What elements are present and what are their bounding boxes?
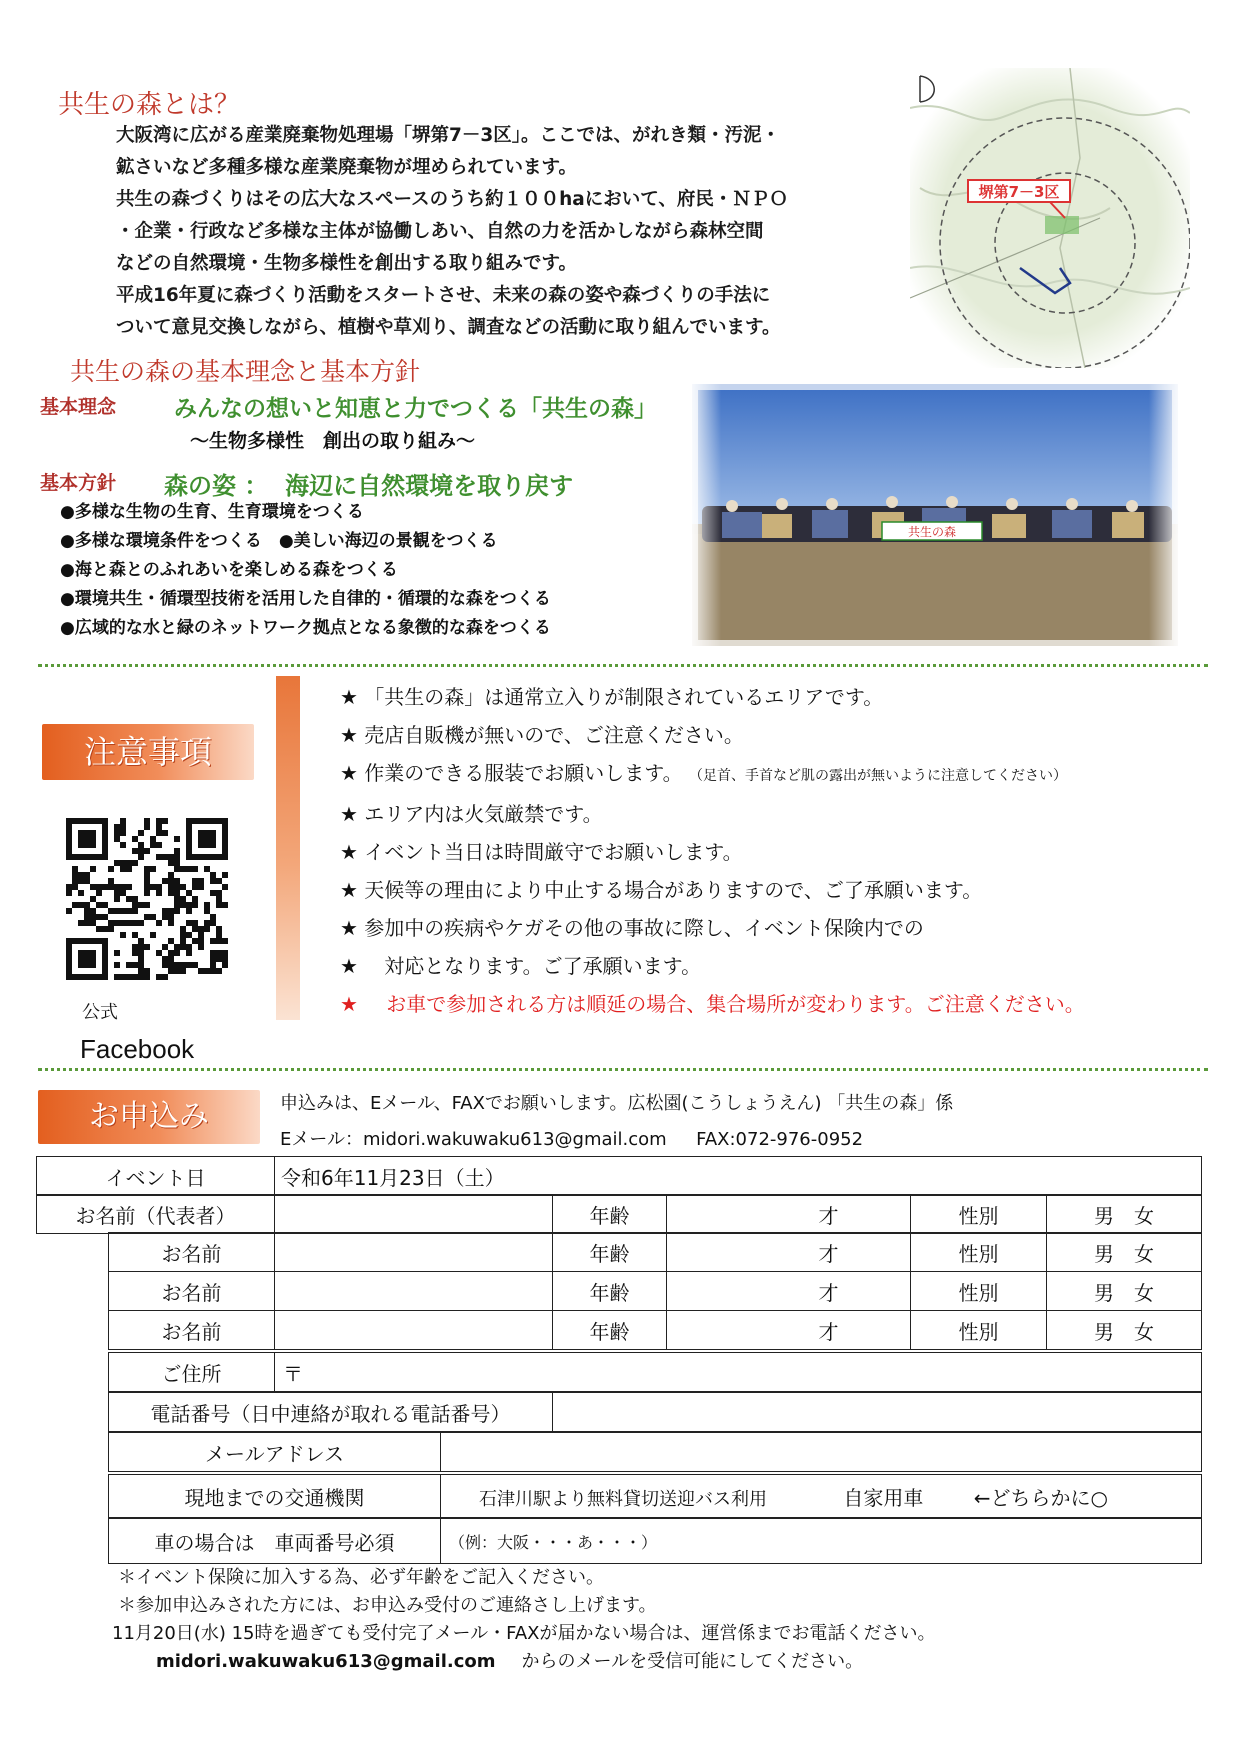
notice-alert-text: お車で参加される方は順延の場合、集合場所が変わります。ご注意ください。	[386, 992, 1085, 1016]
transport-label: 現地までの交通機関	[109, 1475, 441, 1518]
participant-row	[109, 1272, 1202, 1311]
participant-table	[108, 1232, 1202, 1350]
footnote: 11月20日(水) 15時を過ぎても受付完了メール・FAXが届かない場合は、運営係までお電話ください。	[112, 1623, 936, 1644]
email-input[interactable]	[441, 1433, 1202, 1472]
intro-line: 鉱さいなど多種多様な産業廃棄物が埋められています。	[116, 157, 578, 178]
name-input[interactable]	[275, 1311, 553, 1350]
transport-note: ←どちらかに○	[973, 1485, 1108, 1510]
transport-option-bus[interactable]: 石津川駅より無料貸切送迎バス利用	[479, 1488, 767, 1510]
intro-title: 共生の森とは？	[58, 90, 241, 120]
sex-options[interactable]: 男 女	[1047, 1272, 1202, 1311]
sex-options[interactable]: 男 女	[1047, 1233, 1202, 1272]
notice-item: ★ エリア内は火気厳禁です。	[340, 802, 603, 826]
sex-label: 性別	[911, 1233, 1047, 1272]
application-instructions: 申込みは、Eメール、FAXでお願いします。広松園(こうしょうえん) 「共生の森」係	[280, 1093, 954, 1114]
name-label: お名前	[109, 1311, 275, 1350]
intro-line: ・企業・行政など多様な主体が協働しあい、自然の力を活かしながら森林空間	[116, 221, 764, 242]
footnote: ＊イベント保険に加入する為、必ず年齢をご記入ください。	[118, 1567, 604, 1588]
rinen-label: 基本理念	[40, 396, 117, 418]
intro-line: ついて意見交換しながら、植樹や草刈り、調査などの活動に取り組んでいます。	[116, 317, 781, 338]
rep-name-label: お名前（代表者）	[37, 1195, 275, 1234]
age-label: 年齢	[553, 1233, 667, 1272]
event-date-value: 令和6年11月23日（土）	[275, 1157, 1202, 1196]
event-date-row	[36, 1156, 1202, 1196]
section-divider	[38, 1068, 1208, 1071]
transport-row	[108, 1474, 1202, 1518]
notice-item-alert	[340, 985, 1085, 1023]
age-unit: 才	[818, 1280, 839, 1305]
intro-line: などの自然環境・生物多様性を創出する取り組みです。	[116, 253, 578, 274]
phone-label: 電話番号（日中連絡が取れる電話番号）	[109, 1393, 553, 1432]
email-label: メールアドレス	[109, 1433, 441, 1472]
notice-item	[340, 754, 1085, 795]
sex-label: 性別	[911, 1311, 1047, 1350]
intro-line: 大阪湾に広がる産業廃棄物処理場「堺第7－3区」。ここでは、がれき類・汚泥・	[116, 125, 780, 146]
notice-item: ★ 参加中の疾病やケガその他の事故に際し、イベント保険内での	[340, 916, 924, 940]
qr-caption-facebook: Facebook	[80, 1034, 195, 1064]
age-input[interactable]	[667, 1311, 911, 1350]
event-date-label: イベント日	[37, 1157, 275, 1196]
intro-text	[116, 120, 896, 344]
policy-item: ●海と森とのふれあいを楽しめる森をつくる	[60, 560, 398, 580]
age-unit: 才	[818, 1203, 839, 1228]
notice-accent-bar	[276, 676, 300, 1020]
name-label: お名前	[109, 1233, 275, 1272]
rinen-sub: ～生物多様性 創出の取り組み～	[190, 430, 476, 452]
notice-item: ★ 売店自販機が無いので、ご注意ください。	[340, 723, 744, 747]
section-divider	[38, 664, 1208, 667]
address-row	[108, 1352, 1202, 1392]
group-photo	[692, 384, 1178, 646]
car-number-input[interactable]: （例：大阪・・・あ・・・）	[441, 1519, 1202, 1564]
age-label: 年齢	[553, 1272, 667, 1311]
notice-label	[42, 724, 254, 780]
representative-row	[36, 1194, 1202, 1234]
age-unit: 才	[818, 1319, 839, 1344]
address-input[interactable]: 〒	[275, 1353, 1202, 1392]
age-label: 年齢	[553, 1311, 667, 1350]
notice-item-note: （足首、手首など肌の露出が無いように注意してください）	[689, 768, 1068, 784]
age-input[interactable]	[667, 1195, 911, 1234]
rep-name-input[interactable]	[275, 1195, 553, 1234]
notice-item: ★ イベント当日は時間厳守でお願いします。	[340, 840, 743, 864]
map-label: 堺第7－3区	[978, 183, 1060, 201]
intro-line: 平成16年夏に森づくり活動をスタートさせ、未来の森の姿や森づくりの手法に	[116, 285, 771, 306]
rinen-text: みんなの想いと知恵と力でつくる「共生の森」	[174, 396, 657, 422]
name-label: お名前	[109, 1272, 275, 1311]
sex-label: 性別	[911, 1195, 1047, 1234]
email-row	[108, 1432, 1202, 1472]
phone-row	[108, 1392, 1202, 1432]
policy-item: ●広域的な水と緑のネットワーク拠点となる象徴的な森をつくる	[60, 618, 551, 638]
application-label-text: お申込み	[89, 1099, 209, 1134]
phone-input[interactable]	[553, 1393, 1202, 1432]
transport-option-car[interactable]: 自家用車	[843, 1485, 924, 1510]
footnote-email-text: からのメールを受信可能にしてください。	[521, 1651, 864, 1672]
name-input[interactable]	[275, 1272, 553, 1311]
notice-item: ★ 「共生の森」は通常立入りが制限されているエリアです。	[340, 685, 884, 709]
houshin-text: 森の姿 ： 海辺に自然環境を取り戻す	[164, 472, 574, 500]
age-input[interactable]	[667, 1233, 911, 1272]
notice-list	[340, 678, 1085, 1023]
address-label: ご住所	[109, 1353, 275, 1392]
facebook-qr-code[interactable]	[66, 818, 228, 980]
participant-row	[109, 1233, 1202, 1272]
intro-line: 共生の森づくりはその広大なスペースのうち約１００haにおいて、府民・ＮＰＯ	[116, 189, 788, 210]
age-label: 年齢	[553, 1195, 667, 1234]
participant-row	[109, 1311, 1202, 1350]
houshin-label: 基本方針	[40, 472, 117, 494]
policy-item: ●多様な環境条件をつくる ●美しい海辺の景観をつくる	[60, 531, 498, 551]
age-input[interactable]	[667, 1272, 911, 1311]
footnote-email[interactable]: midori.wakuwaku613@gmail.com	[156, 1651, 496, 1672]
policy-item: ●多様な生物の生育、生育環境をつくる	[60, 502, 364, 522]
age-unit: 才	[818, 1241, 839, 1266]
footnotes	[118, 1564, 657, 1620]
car-label: 車の場合は 車両番号必須	[109, 1519, 441, 1564]
alert-star-icon: ★	[340, 992, 358, 1016]
notice-item: ★ 対応となります。ご了承願います。	[340, 954, 702, 978]
notice-item-text: ★ 作業のできる服装でお願いします。	[340, 761, 683, 785]
footnote: ＊参加申込みされた方には、お申込み受付のご連絡さし上げます。	[118, 1595, 657, 1616]
footnote-deadline	[112, 1620, 935, 1648]
transport-options[interactable]	[441, 1475, 1202, 1518]
map-image	[910, 68, 1190, 368]
notice-item: ★ 天候等の理由により中止する場合がありますので、ご了承願います。	[340, 878, 983, 902]
notice-label-text: 注意事項	[83, 733, 212, 771]
application-contact: Eメール：midori.wakuwaku613@gmail.com FAX:072-976-0952	[280, 1129, 864, 1150]
philosophy-title: 共生の森の基本理念と基本方針	[70, 357, 421, 386]
sex-label: 性別	[911, 1272, 1047, 1311]
sex-options[interactable]: 男 女	[1047, 1195, 1202, 1234]
policy-list	[60, 498, 551, 643]
footnote-email-line	[156, 1648, 863, 1676]
car-row	[108, 1518, 1202, 1564]
application-label	[38, 1090, 260, 1144]
name-input[interactable]	[275, 1233, 553, 1272]
qr-caption-official: 公式	[82, 1002, 118, 1023]
policy-item: ●環境共生・循環型技術を活用した自律的・循環的な森をつくる	[60, 589, 551, 609]
sex-options[interactable]: 男 女	[1047, 1311, 1202, 1350]
